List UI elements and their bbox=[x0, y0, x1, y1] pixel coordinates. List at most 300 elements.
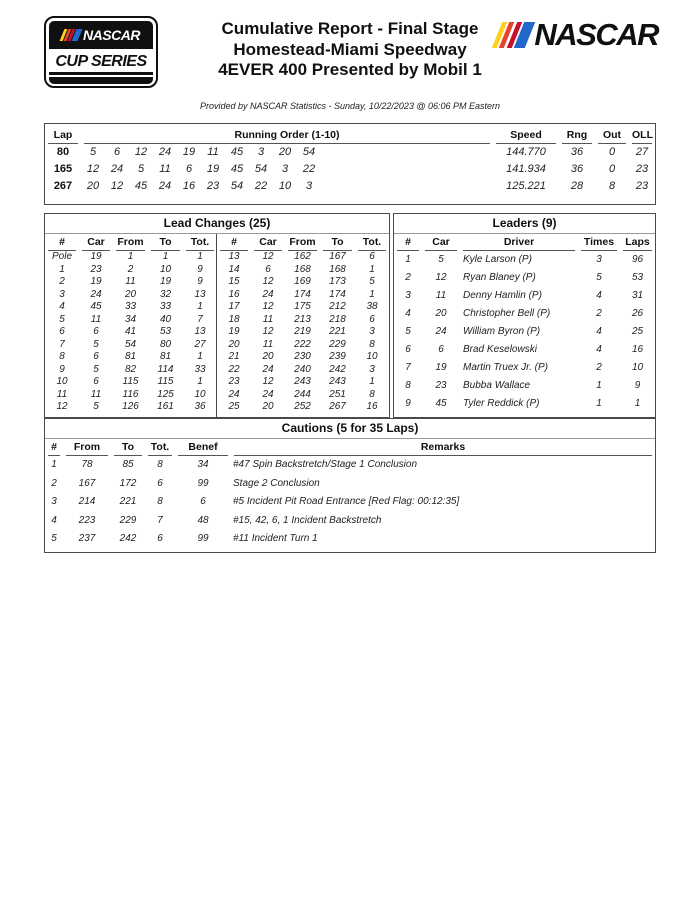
from-value: 174 bbox=[294, 288, 311, 300]
table-row bbox=[45, 351, 216, 364]
column-header: Driver bbox=[463, 235, 575, 251]
times-value: 2 bbox=[596, 362, 602, 373]
table-row bbox=[217, 339, 389, 352]
to-value: 218 bbox=[329, 313, 346, 325]
table-row bbox=[45, 144, 655, 161]
from-value: 243 bbox=[294, 376, 311, 387]
total-value: 10 bbox=[194, 388, 206, 400]
change-number: 23 bbox=[228, 376, 240, 387]
change-number: 19 bbox=[228, 326, 240, 337]
lap-value: 165 bbox=[53, 163, 73, 175]
to-value: 40 bbox=[159, 313, 172, 325]
change-number: 3 bbox=[59, 288, 65, 300]
cautions-title: Cautions (5 for 35 Laps) bbox=[45, 419, 655, 439]
car-value: 24 bbox=[90, 288, 102, 300]
order-number: 3 bbox=[257, 146, 265, 158]
from-value: 175 bbox=[294, 301, 311, 312]
driver-name: Tyler Reddick (P) bbox=[463, 398, 540, 409]
change-number: 16 bbox=[228, 288, 240, 300]
total-value: 8 bbox=[369, 338, 375, 350]
laps-value: 31 bbox=[631, 290, 644, 301]
column-header: # bbox=[48, 235, 76, 251]
change-number: 25 bbox=[228, 401, 240, 412]
driver-name: Martin Truex Jr. (P) bbox=[463, 362, 549, 373]
rank-value: 6 bbox=[405, 344, 411, 355]
car-value: 12 bbox=[262, 251, 274, 262]
change-number: 8 bbox=[59, 351, 65, 362]
car-value: 24 bbox=[262, 363, 274, 375]
table-row bbox=[45, 178, 655, 195]
speed-value: 144.770 bbox=[506, 146, 546, 158]
to-value: 115 bbox=[157, 376, 174, 387]
rng-value: 28 bbox=[570, 180, 584, 192]
remarks-text: #5 Incident Pit Road Entrance [Red Flag: 00:12:35] bbox=[233, 496, 460, 507]
from-value: 223 bbox=[78, 514, 96, 526]
total-value: 6 bbox=[369, 313, 375, 325]
car-value: 11 bbox=[262, 338, 274, 350]
laps-value: 53 bbox=[631, 272, 644, 283]
table-row bbox=[45, 314, 216, 327]
order-values bbox=[81, 178, 493, 195]
lap-value: 80 bbox=[56, 146, 70, 158]
lead-changes-header-row bbox=[45, 235, 216, 251]
change-number: 13 bbox=[228, 251, 240, 262]
car-value: 11 bbox=[90, 313, 102, 325]
table-row bbox=[45, 456, 655, 475]
laps-value: 10 bbox=[631, 362, 644, 373]
car-value: 20 bbox=[262, 401, 274, 412]
order-number: 22 bbox=[254, 180, 268, 192]
caution-number: 2 bbox=[51, 477, 57, 489]
order-number: 16 bbox=[182, 180, 196, 192]
leaders-title: Leaders (9) bbox=[394, 214, 655, 234]
order-values bbox=[81, 144, 493, 161]
to-value: 1 bbox=[162, 251, 169, 262]
car-value: 6 bbox=[438, 344, 444, 355]
report-title-line-3: 4EVER 400 Presented by Mobil 1 bbox=[218, 60, 482, 79]
column-header-out: Out bbox=[598, 128, 626, 144]
table-row bbox=[394, 341, 655, 359]
change-number: 4 bbox=[59, 301, 65, 312]
to-value: 85 bbox=[122, 459, 134, 470]
out-value: 0 bbox=[608, 163, 616, 175]
column-header: Tot. bbox=[358, 235, 386, 251]
order-number: 19 bbox=[182, 146, 196, 158]
total-value: 3 bbox=[369, 363, 375, 375]
cautions-table bbox=[44, 418, 656, 553]
car-value: 20 bbox=[262, 351, 274, 362]
change-number: 9 bbox=[59, 363, 65, 375]
total-value: 8 bbox=[369, 388, 375, 400]
to-value: 81 bbox=[159, 351, 172, 362]
cup-logo-stripe bbox=[49, 72, 153, 75]
car-value: 5 bbox=[438, 254, 444, 265]
total-value: 9 bbox=[197, 276, 203, 287]
total-value: 5 bbox=[369, 276, 375, 287]
column-header: From bbox=[66, 440, 108, 456]
column-header: To bbox=[323, 235, 352, 251]
order-number: 24 bbox=[158, 146, 172, 158]
change-number: 1 bbox=[59, 263, 65, 275]
remarks-text: #11 Incident Turn 1 bbox=[233, 533, 318, 544]
driver-name: Denny Hamlin (P) bbox=[463, 290, 542, 301]
to-value: 239 bbox=[329, 351, 346, 362]
table-row bbox=[217, 276, 389, 289]
leaders-table bbox=[393, 213, 656, 418]
rng-value: 36 bbox=[570, 163, 584, 175]
nascar-stripes-icon bbox=[62, 29, 83, 41]
total-value: 6 bbox=[157, 533, 163, 544]
table-row bbox=[394, 305, 655, 323]
times-value: 1 bbox=[596, 398, 602, 409]
to-value: 167 bbox=[329, 251, 346, 262]
order-number: 5 bbox=[89, 146, 97, 158]
total-value: 6 bbox=[157, 477, 163, 489]
times-value: 4 bbox=[596, 344, 602, 355]
caution-number: 3 bbox=[51, 496, 57, 507]
column-header: Laps bbox=[623, 235, 652, 251]
car-value: 19 bbox=[90, 251, 102, 262]
table-row bbox=[45, 475, 655, 494]
order-number: 12 bbox=[110, 180, 124, 192]
to-value: 161 bbox=[157, 401, 174, 412]
car-value: 45 bbox=[90, 301, 102, 312]
cup-logo-top-band bbox=[49, 21, 153, 49]
benef-value: 99 bbox=[197, 477, 209, 489]
oll-value: 23 bbox=[635, 180, 649, 192]
from-value: 116 bbox=[122, 388, 139, 400]
car-value: 6 bbox=[93, 376, 99, 387]
table-row bbox=[394, 323, 655, 341]
table-row bbox=[45, 289, 216, 302]
laps-value: 96 bbox=[631, 254, 644, 265]
total-value: 1 bbox=[369, 288, 375, 300]
times-value: 4 bbox=[596, 326, 602, 337]
order-number: 6 bbox=[185, 163, 193, 175]
driver-name: Bubba Wallace bbox=[463, 380, 531, 391]
column-header-lap: Lap bbox=[48, 128, 78, 144]
column-header: Tot. bbox=[186, 235, 214, 251]
table-row bbox=[394, 269, 655, 287]
from-value: 162 bbox=[294, 251, 311, 262]
to-value: 32 bbox=[159, 288, 172, 300]
car-value: 19 bbox=[90, 276, 102, 287]
table-row bbox=[45, 401, 216, 414]
caution-number: 4 bbox=[51, 514, 57, 526]
lap-value: 267 bbox=[53, 180, 73, 192]
to-value: 221 bbox=[119, 496, 137, 507]
laps-value: 16 bbox=[631, 344, 644, 355]
column-header-order: Running Order (1-10) bbox=[84, 128, 490, 144]
from-value: 219 bbox=[294, 326, 311, 337]
driver-name: Ryan Blaney (P) bbox=[463, 272, 536, 283]
change-number: 15 bbox=[228, 276, 240, 287]
change-number: 6 bbox=[59, 326, 65, 337]
laps-value: 9 bbox=[634, 380, 641, 391]
lead-changes-table bbox=[44, 213, 390, 418]
car-value: 24 bbox=[435, 326, 447, 337]
order-number: 23 bbox=[206, 180, 220, 192]
order-number: 20 bbox=[278, 146, 292, 158]
leaders-header-row bbox=[394, 235, 655, 251]
table-row bbox=[217, 251, 389, 264]
from-value: 252 bbox=[294, 401, 311, 412]
total-value: 1 bbox=[369, 263, 375, 275]
car-value: 12 bbox=[262, 301, 274, 312]
nascar-cup-series-logo bbox=[44, 16, 158, 88]
order-number: 24 bbox=[158, 180, 172, 192]
out-value: 0 bbox=[608, 146, 616, 158]
from-value: 54 bbox=[124, 338, 137, 350]
caution-number: 1 bbox=[51, 459, 57, 470]
out-value: 8 bbox=[608, 180, 616, 192]
table-row bbox=[394, 395, 655, 413]
change-number: 10 bbox=[56, 376, 68, 387]
change-number: 12 bbox=[56, 401, 68, 412]
driver-name: Kyle Larson (P) bbox=[463, 254, 532, 265]
change-number: 20 bbox=[228, 338, 240, 350]
times-value: 4 bbox=[596, 290, 602, 301]
total-value: 36 bbox=[194, 401, 206, 412]
to-value: 242 bbox=[329, 363, 346, 375]
table-row bbox=[45, 301, 216, 314]
rank-value: 9 bbox=[405, 398, 411, 409]
report-title-line-1: Cumulative Report - Final Stage bbox=[221, 19, 479, 38]
column-header: Tot. bbox=[148, 440, 172, 456]
laps-value: 25 bbox=[631, 326, 644, 337]
oll-value: 23 bbox=[635, 163, 649, 175]
car-value: 11 bbox=[435, 290, 447, 301]
from-value: 78 bbox=[81, 459, 93, 470]
from-value: 240 bbox=[294, 363, 311, 375]
from-value: 222 bbox=[294, 338, 311, 350]
change-number: 14 bbox=[228, 263, 240, 275]
remarks-text: Stage 2 Conclusion bbox=[233, 477, 320, 489]
column-header-speed: Speed bbox=[496, 128, 556, 144]
order-number: 12 bbox=[86, 163, 100, 175]
total-value: 8 bbox=[157, 459, 163, 470]
report-body bbox=[44, 123, 656, 553]
total-value: 13 bbox=[194, 326, 206, 337]
total-value: 13 bbox=[194, 288, 206, 300]
car-value: 12 bbox=[262, 326, 274, 337]
car-value: 6 bbox=[93, 326, 99, 337]
to-value: 267 bbox=[329, 401, 346, 412]
change-number: 7 bbox=[59, 338, 65, 350]
table-row bbox=[45, 326, 216, 339]
driver-name: Christopher Bell (P) bbox=[463, 308, 551, 319]
car-value: 19 bbox=[435, 362, 447, 373]
car-value: 5 bbox=[93, 401, 99, 412]
car-value: 24 bbox=[262, 388, 274, 400]
report-title-line-2: Homestead-Miami Speedway bbox=[233, 39, 467, 59]
order-number: 3 bbox=[281, 163, 289, 175]
to-value: 114 bbox=[157, 363, 174, 375]
from-value: 237 bbox=[78, 533, 96, 544]
from-value: 41 bbox=[124, 326, 137, 337]
to-value: 33 bbox=[159, 301, 172, 312]
change-number: 21 bbox=[228, 351, 240, 362]
lead-changes-title: Lead Changes (25) bbox=[45, 214, 389, 234]
cup-logo-series-text: CUP SERIES bbox=[55, 52, 147, 70]
order-number: 19 bbox=[206, 163, 220, 175]
total-value: 38 bbox=[366, 301, 378, 312]
speed-value: 141.934 bbox=[506, 163, 546, 175]
total-value: 3 bbox=[369, 326, 375, 337]
table-row bbox=[394, 359, 655, 377]
change-number: 24 bbox=[228, 388, 240, 400]
table-row bbox=[45, 264, 216, 277]
car-value: 23 bbox=[435, 380, 447, 391]
column-header: # bbox=[397, 235, 419, 251]
running-order-header-row bbox=[45, 128, 655, 144]
laps-value: 1 bbox=[634, 398, 641, 409]
table-row bbox=[45, 493, 655, 512]
speed-value: 125.221 bbox=[506, 180, 546, 192]
column-header: To bbox=[151, 235, 180, 251]
from-value: 126 bbox=[122, 401, 139, 412]
to-value: 229 bbox=[119, 514, 137, 526]
to-value: 174 bbox=[329, 288, 346, 300]
column-header: Remarks bbox=[234, 440, 652, 456]
report-title bbox=[160, 19, 540, 81]
total-value: 10 bbox=[366, 351, 378, 362]
table-row bbox=[217, 264, 389, 277]
nascar-logo bbox=[497, 17, 658, 53]
from-value: 1 bbox=[127, 251, 134, 262]
car-value: 11 bbox=[90, 388, 102, 400]
order-number: 54 bbox=[230, 180, 244, 192]
order-number: 45 bbox=[230, 146, 244, 158]
from-value: 168 bbox=[294, 263, 311, 275]
rng-value: 36 bbox=[570, 146, 584, 158]
driver-name: William Byron (P) bbox=[463, 326, 541, 337]
from-value: 167 bbox=[78, 477, 96, 489]
rank-value: 8 bbox=[405, 380, 411, 391]
table-row bbox=[45, 364, 216, 377]
cup-logo-bottom-band bbox=[49, 77, 153, 84]
from-value: 20 bbox=[124, 288, 137, 300]
benef-value: 34 bbox=[197, 459, 209, 470]
cautions-header-row bbox=[45, 440, 655, 456]
from-value: 169 bbox=[294, 276, 311, 287]
to-value: 212 bbox=[329, 301, 346, 312]
table-row bbox=[217, 401, 389, 414]
from-value: 34 bbox=[124, 313, 137, 325]
order-number: 3 bbox=[305, 180, 313, 192]
total-value: 1 bbox=[197, 251, 203, 262]
to-value: 125 bbox=[157, 388, 174, 400]
car-value: 5 bbox=[93, 363, 99, 375]
car-value: 6 bbox=[265, 263, 271, 275]
from-value: 82 bbox=[124, 363, 137, 375]
total-value: 27 bbox=[194, 338, 206, 350]
from-value: 2 bbox=[127, 263, 134, 275]
remarks-text: #15, 42, 6, 1 Incident Backstretch bbox=[233, 514, 382, 526]
car-value: 12 bbox=[262, 376, 274, 387]
running-order-table bbox=[44, 123, 656, 205]
rank-value: 4 bbox=[405, 308, 411, 319]
car-value: 23 bbox=[90, 263, 102, 275]
total-value: 1 bbox=[369, 376, 375, 387]
car-value: 20 bbox=[435, 308, 447, 319]
change-number: 18 bbox=[228, 313, 240, 325]
driver-name: Brad Keselowski bbox=[463, 344, 537, 355]
rank-value: 2 bbox=[405, 272, 411, 283]
from-value: 230 bbox=[294, 351, 311, 362]
table-row bbox=[45, 276, 216, 289]
car-value: 24 bbox=[262, 288, 274, 300]
column-header: Times bbox=[581, 235, 617, 251]
to-value: 242 bbox=[119, 533, 137, 544]
change-number: 5 bbox=[59, 313, 65, 325]
caution-number: 5 bbox=[51, 533, 57, 544]
times-value: 5 bbox=[596, 272, 602, 283]
table-row bbox=[394, 377, 655, 395]
table-row bbox=[45, 530, 655, 549]
order-number: 45 bbox=[134, 180, 148, 192]
total-value: 33 bbox=[194, 363, 206, 375]
table-row bbox=[217, 364, 389, 377]
rank-value: 7 bbox=[405, 362, 411, 373]
column-header: From bbox=[288, 235, 317, 251]
from-value: 81 bbox=[124, 351, 137, 362]
oll-value: 27 bbox=[635, 146, 649, 158]
table-row bbox=[394, 287, 655, 305]
order-number: 10 bbox=[278, 180, 292, 192]
car-value: 12 bbox=[262, 276, 274, 287]
rank-value: 5 bbox=[405, 326, 411, 337]
to-value: 172 bbox=[119, 477, 137, 489]
nascar-wordmark: NASCAR bbox=[534, 17, 658, 52]
change-number: Pole bbox=[51, 251, 72, 262]
lead-changes-right-half bbox=[217, 234, 389, 417]
table-row bbox=[45, 376, 216, 389]
to-value: 19 bbox=[159, 276, 172, 287]
order-number: 54 bbox=[302, 146, 316, 158]
total-value: 1 bbox=[197, 301, 203, 312]
table-row bbox=[45, 251, 216, 264]
total-value: 7 bbox=[157, 514, 163, 526]
column-header: Car bbox=[425, 235, 457, 251]
rank-value: 3 bbox=[405, 290, 411, 301]
order-number: 12 bbox=[134, 146, 148, 158]
to-value: 229 bbox=[329, 338, 346, 350]
remarks-text: #47 Spin Backstretch/Stage 1 Conclusion bbox=[233, 459, 417, 470]
order-number: 20 bbox=[86, 180, 100, 192]
from-value: 214 bbox=[78, 496, 96, 507]
to-value: 80 bbox=[159, 338, 172, 350]
table-row bbox=[217, 351, 389, 364]
nascar-stripes-icon bbox=[497, 22, 535, 48]
table-row bbox=[45, 161, 655, 178]
total-value: 16 bbox=[366, 401, 378, 412]
times-value: 1 bbox=[596, 380, 602, 391]
to-value: 10 bbox=[159, 263, 172, 275]
from-value: 244 bbox=[294, 388, 311, 400]
to-value: 243 bbox=[329, 376, 346, 387]
total-value: 7 bbox=[197, 313, 203, 325]
rank-value: 1 bbox=[405, 254, 411, 265]
from-value: 33 bbox=[124, 301, 137, 312]
change-number: 22 bbox=[228, 363, 240, 375]
provided-by-line: Provided by NASCAR Statistics - Sunday, 10/22/2023 @ 06:06 PM Eastern bbox=[199, 101, 501, 111]
car-value: 12 bbox=[435, 272, 447, 283]
times-value: 2 bbox=[596, 308, 602, 319]
car-value: 6 bbox=[93, 351, 99, 362]
from-value: 11 bbox=[125, 276, 136, 287]
order-number: 22 bbox=[302, 163, 316, 175]
